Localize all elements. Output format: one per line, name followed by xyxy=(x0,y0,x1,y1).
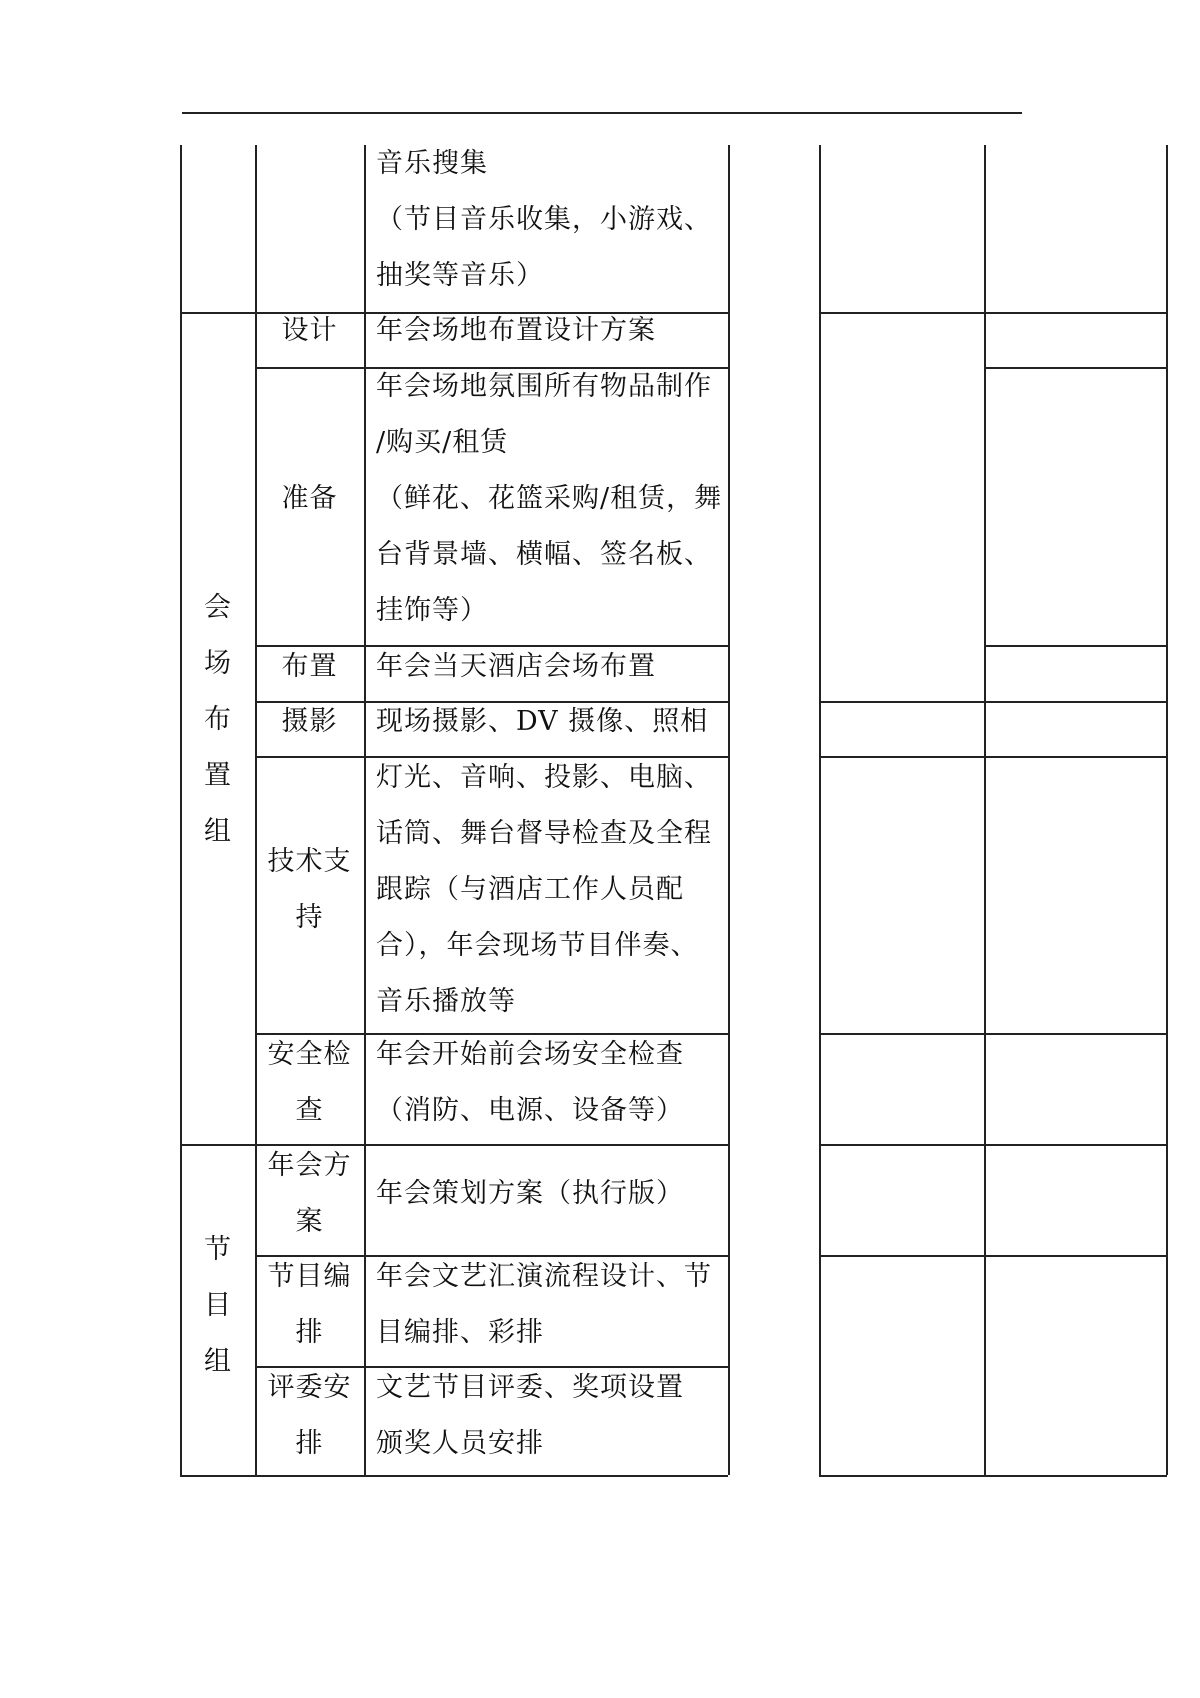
task-cell-arrange-line-2: 目编排、彩排 xyxy=(376,1317,544,1348)
task-cell-arrange-line-1: 年会文艺汇演流程设计、节 xyxy=(376,1261,712,1292)
row-line-prep-right xyxy=(984,645,1167,647)
item-cell-design: 设计 xyxy=(281,315,338,346)
group-label-venue-char: 会 xyxy=(204,592,231,623)
row-line-design-right xyxy=(984,367,1167,369)
task-cell-setup: 年会当天酒店会场布置 xyxy=(376,651,656,682)
item-cell-plan-line-2: 案 xyxy=(295,1206,324,1237)
task-cell-judges-line-1: 文艺节目评委、奖项设置 xyxy=(376,1372,684,1403)
task-cell-tech-line-2: 话筒、舞台督导检查及全程 xyxy=(376,818,712,849)
group-label-program-char: 组 xyxy=(204,1346,231,1377)
task-cell-music-line-3: 抽奖等音乐） xyxy=(376,260,544,291)
group-label-venue-char: 置 xyxy=(204,760,231,791)
task-cell-prep-line-1: 年会场地氛围所有物品制作 xyxy=(376,371,712,402)
task-cell-music-line-2: （节目音乐收集，小游戏、 xyxy=(376,204,712,235)
task-cell-safety-line-1: 年会开始前会场安全检查 xyxy=(376,1039,684,1070)
task-cell-prep-line-3: （鲜花、花篮采购/租赁，舞 xyxy=(376,483,723,514)
task-cell-music-line-1: 音乐搜集 xyxy=(376,148,488,179)
row-line-tech-right xyxy=(819,1033,1167,1035)
group-label-program-char: 目 xyxy=(204,1290,231,1321)
task-cell-judges-line-2: 颁奖人员安排 xyxy=(376,1428,544,1459)
col-line-6 xyxy=(1166,145,1168,1475)
group-label-venue xyxy=(180,580,255,860)
col-line-3 xyxy=(728,145,730,1475)
row-line-photo-right xyxy=(819,756,1167,758)
col-line-5 xyxy=(984,145,986,1475)
task-cell-safety-line-2: （消防、电源、设备等） xyxy=(376,1095,684,1126)
item-cell-tech-line-2: 持 xyxy=(295,902,324,933)
item-cell-arrange-line-2: 排 xyxy=(295,1317,324,1348)
task-cell-prep-line-2: /购买/租赁 xyxy=(376,427,509,458)
item-cell-safety-line-2: 查 xyxy=(295,1095,324,1126)
group-label-program-char: 节 xyxy=(204,1234,231,1265)
item-cell-safety-line-1: 安全检 xyxy=(267,1039,352,1070)
col-line-2 xyxy=(364,145,366,1475)
task-cell-tech-line-3: 跟踪（与酒店工作人员配 xyxy=(376,874,684,905)
row-line-setup-right xyxy=(819,701,1167,703)
row-line-venue-bottom-right xyxy=(819,1144,1167,1146)
task-cell-design: 年会场地布置设计方案 xyxy=(376,315,656,346)
row-line-plan-right xyxy=(819,1255,1167,1257)
group-label-venue-char: 组 xyxy=(204,816,231,847)
item-cell-prep: 准备 xyxy=(281,483,338,514)
item-cell-plan-line-1: 年会方 xyxy=(267,1150,352,1181)
group-label-venue-char: 布 xyxy=(204,704,231,735)
task-cell-tech-line-1: 灯光、音响、投影、电脑、 xyxy=(376,762,712,793)
row-line-continued-bottom-right xyxy=(819,312,1167,314)
row-line-table-bottom xyxy=(180,1475,728,1477)
group-label-venue-char: 场 xyxy=(204,648,231,679)
task-cell-prep-line-4: 台背景墙、横幅、签名板、 xyxy=(376,539,712,570)
item-cell-setup: 布置 xyxy=(281,651,338,682)
item-cell-arrange-line-1: 节目编 xyxy=(267,1261,352,1292)
item-cell-tech-line-1: 技术支 xyxy=(267,846,352,877)
task-cell-tech-line-4: 合），年会现场节目伴奏、 xyxy=(376,930,699,961)
item-cell-judges-line-1: 评委安 xyxy=(267,1372,352,1403)
task-cell-plan: 年会策划方案（执行版） xyxy=(376,1178,684,1209)
group-label-program xyxy=(180,1222,255,1390)
task-cell-tech-line-5: 音乐播放等 xyxy=(376,986,516,1017)
item-cell-photo: 摄影 xyxy=(281,706,338,737)
task-cell-photo: 现场摄影、DV 摄像、照相 xyxy=(376,706,709,737)
task-cell-prep-line-5: 挂饰等） xyxy=(376,595,488,626)
item-cell-judges-line-2: 排 xyxy=(295,1428,324,1459)
col-line-4 xyxy=(819,145,821,1475)
row-line-table-bottom-right xyxy=(819,1475,1167,1477)
